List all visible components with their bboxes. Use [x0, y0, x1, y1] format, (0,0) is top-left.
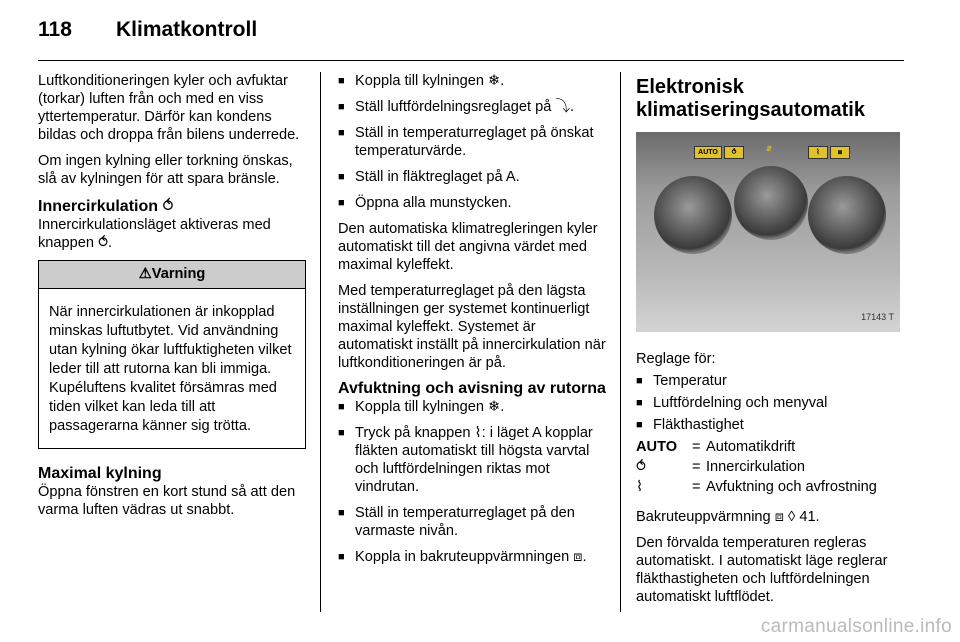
climate-control-photo	[636, 132, 900, 332]
warning-box	[38, 260, 306, 449]
recirculation-icon: ⥀	[636, 459, 646, 475]
section-heading-recirculation	[38, 198, 306, 216]
legend-value: Innercirkulation	[706, 459, 805, 475]
paragraph: Bakruteuppvärmning ⧈ ◊ 41.	[636, 509, 820, 525]
fan-speed-knob	[808, 176, 886, 254]
column-divider	[320, 72, 321, 612]
paragraph: Innercirkulationsläget aktiveras med knappen ⥀.	[38, 217, 271, 251]
legend-separator: =	[692, 459, 701, 475]
paragraph-text: Innercirkulationsläget aktiveras med knappen	[38, 217, 271, 251]
defrost-icon: ⌇	[636, 479, 644, 495]
paragraph: Reglage för:	[636, 351, 716, 367]
section-heading-max-cooling: Maximal kylning	[38, 465, 162, 482]
heading-text: Innercirkulation	[38, 198, 159, 215]
legend-table	[636, 438, 908, 496]
legend-value: Avfuktning och avfrostning	[706, 479, 877, 495]
rear-window-heating-icon: ⧈	[830, 146, 850, 159]
list-item: ■ Öppna alla munstycken.	[338, 194, 610, 212]
temperature-knob	[654, 176, 732, 254]
photo-number: 17143 T	[861, 312, 894, 322]
column-2	[338, 72, 610, 574]
legend-separator: =	[692, 479, 701, 495]
recirculation-icon: ⥀	[98, 235, 109, 251]
section-heading-defog: Avfuktning och avisning av rutorna	[338, 380, 606, 397]
paragraph: Med temperaturreglaget på den lägsta inställningen ger systemet kontinuerligt maximal kyleffekt. Systemet är automatiskt inställt på innercirkulation när luftkonditioneringen är på.	[338, 283, 606, 371]
recirculation-icon: ⥀	[162, 198, 174, 215]
warning-text: När innercirkulationen är inkopplad minskas luftutbytet. Vid användning utan kylning ökar luftfuktigheten vilket leder till att rutorna kan bli immiga. Kupéluftens kvalitet försämras med tiden vilket kan leda till att passagerarna känner sig trötta.	[49, 304, 292, 434]
list-item: ■ Tryck på knappen ⌇: i läget A kopplar fläkten automatiskt till högsta varvtal och luftfördelningen riktas mot vindrutan.	[338, 424, 610, 496]
warning-title: Varning	[151, 266, 206, 282]
auto-button: AUTO	[694, 146, 722, 159]
air-distribution-icon: ⇵	[766, 146, 772, 153]
warning-header	[39, 261, 305, 289]
watermark: carmanualsonline.info	[760, 616, 952, 637]
header-rule	[38, 60, 904, 61]
list-item: ■ Koppla till kylningen ❄.	[338, 398, 610, 416]
list-item: ■ Koppla till kylningen ❄.	[338, 72, 610, 90]
list-item: ■ Ställ in temperaturreglaget på den varmaste nivån.	[338, 504, 610, 540]
page-header	[38, 18, 257, 42]
air-distribution-knob	[734, 166, 808, 240]
page-title: Klimatkontroll	[116, 18, 258, 41]
list-item: ■ Ställ luftfördelningsreglaget på ⤵.	[338, 98, 610, 116]
section-heading-auto-climate: Elektronisk klimatiseringsautomatik	[636, 76, 865, 121]
list-item: ■ Ställ in fläktreglaget på A.	[338, 168, 610, 186]
column-3	[636, 72, 908, 614]
paragraph: Den förvalda temperaturen regleras automatiskt. I automatiskt läge reglerar fläkthastigheten och luftfördelningen automatiskt luftflödet.	[636, 535, 888, 605]
list-item: ■ Temperatur	[636, 372, 908, 390]
column-divider	[620, 72, 621, 612]
legend-key: AUTO	[636, 439, 678, 455]
recirculation-icon: ⥀	[724, 146, 744, 159]
warning-icon: ⚠	[138, 266, 152, 282]
page-number: 118	[38, 18, 72, 41]
list-item: ■ Fläkthastighet	[636, 416, 908, 434]
defrost-icon: ⌇	[808, 146, 828, 159]
paragraph: Om ingen kylning eller torkning önskas, slå av kylningen för att spara bränsle.	[38, 153, 293, 187]
list-item: ■ Ställ in temperaturreglaget på önskat temperaturvärde.	[338, 124, 610, 160]
legend-value: Automatikdrift	[706, 439, 796, 455]
column-1	[38, 72, 306, 527]
list-item: ■ Luftfördelning och menyval	[636, 394, 908, 412]
legend-separator: =	[692, 439, 701, 455]
paragraph: Den automatiska klimatregleringen kyler automatiskt till det angivna värdet med maximal kyleffekt.	[338, 221, 598, 273]
list-item: ■ Koppla in bakruteuppvärmningen ⧈.	[338, 548, 610, 566]
paragraph: Öppna fönstren en kort stund så att den varma luften vädras ut snabbt.	[38, 484, 296, 518]
paragraph: Luftkonditioneringen kyler och avfuktar (torkar) luften från och med en viss yttertemperatur. Därför kan kondens bildas och droppa från bilens underrede.	[38, 73, 300, 143]
